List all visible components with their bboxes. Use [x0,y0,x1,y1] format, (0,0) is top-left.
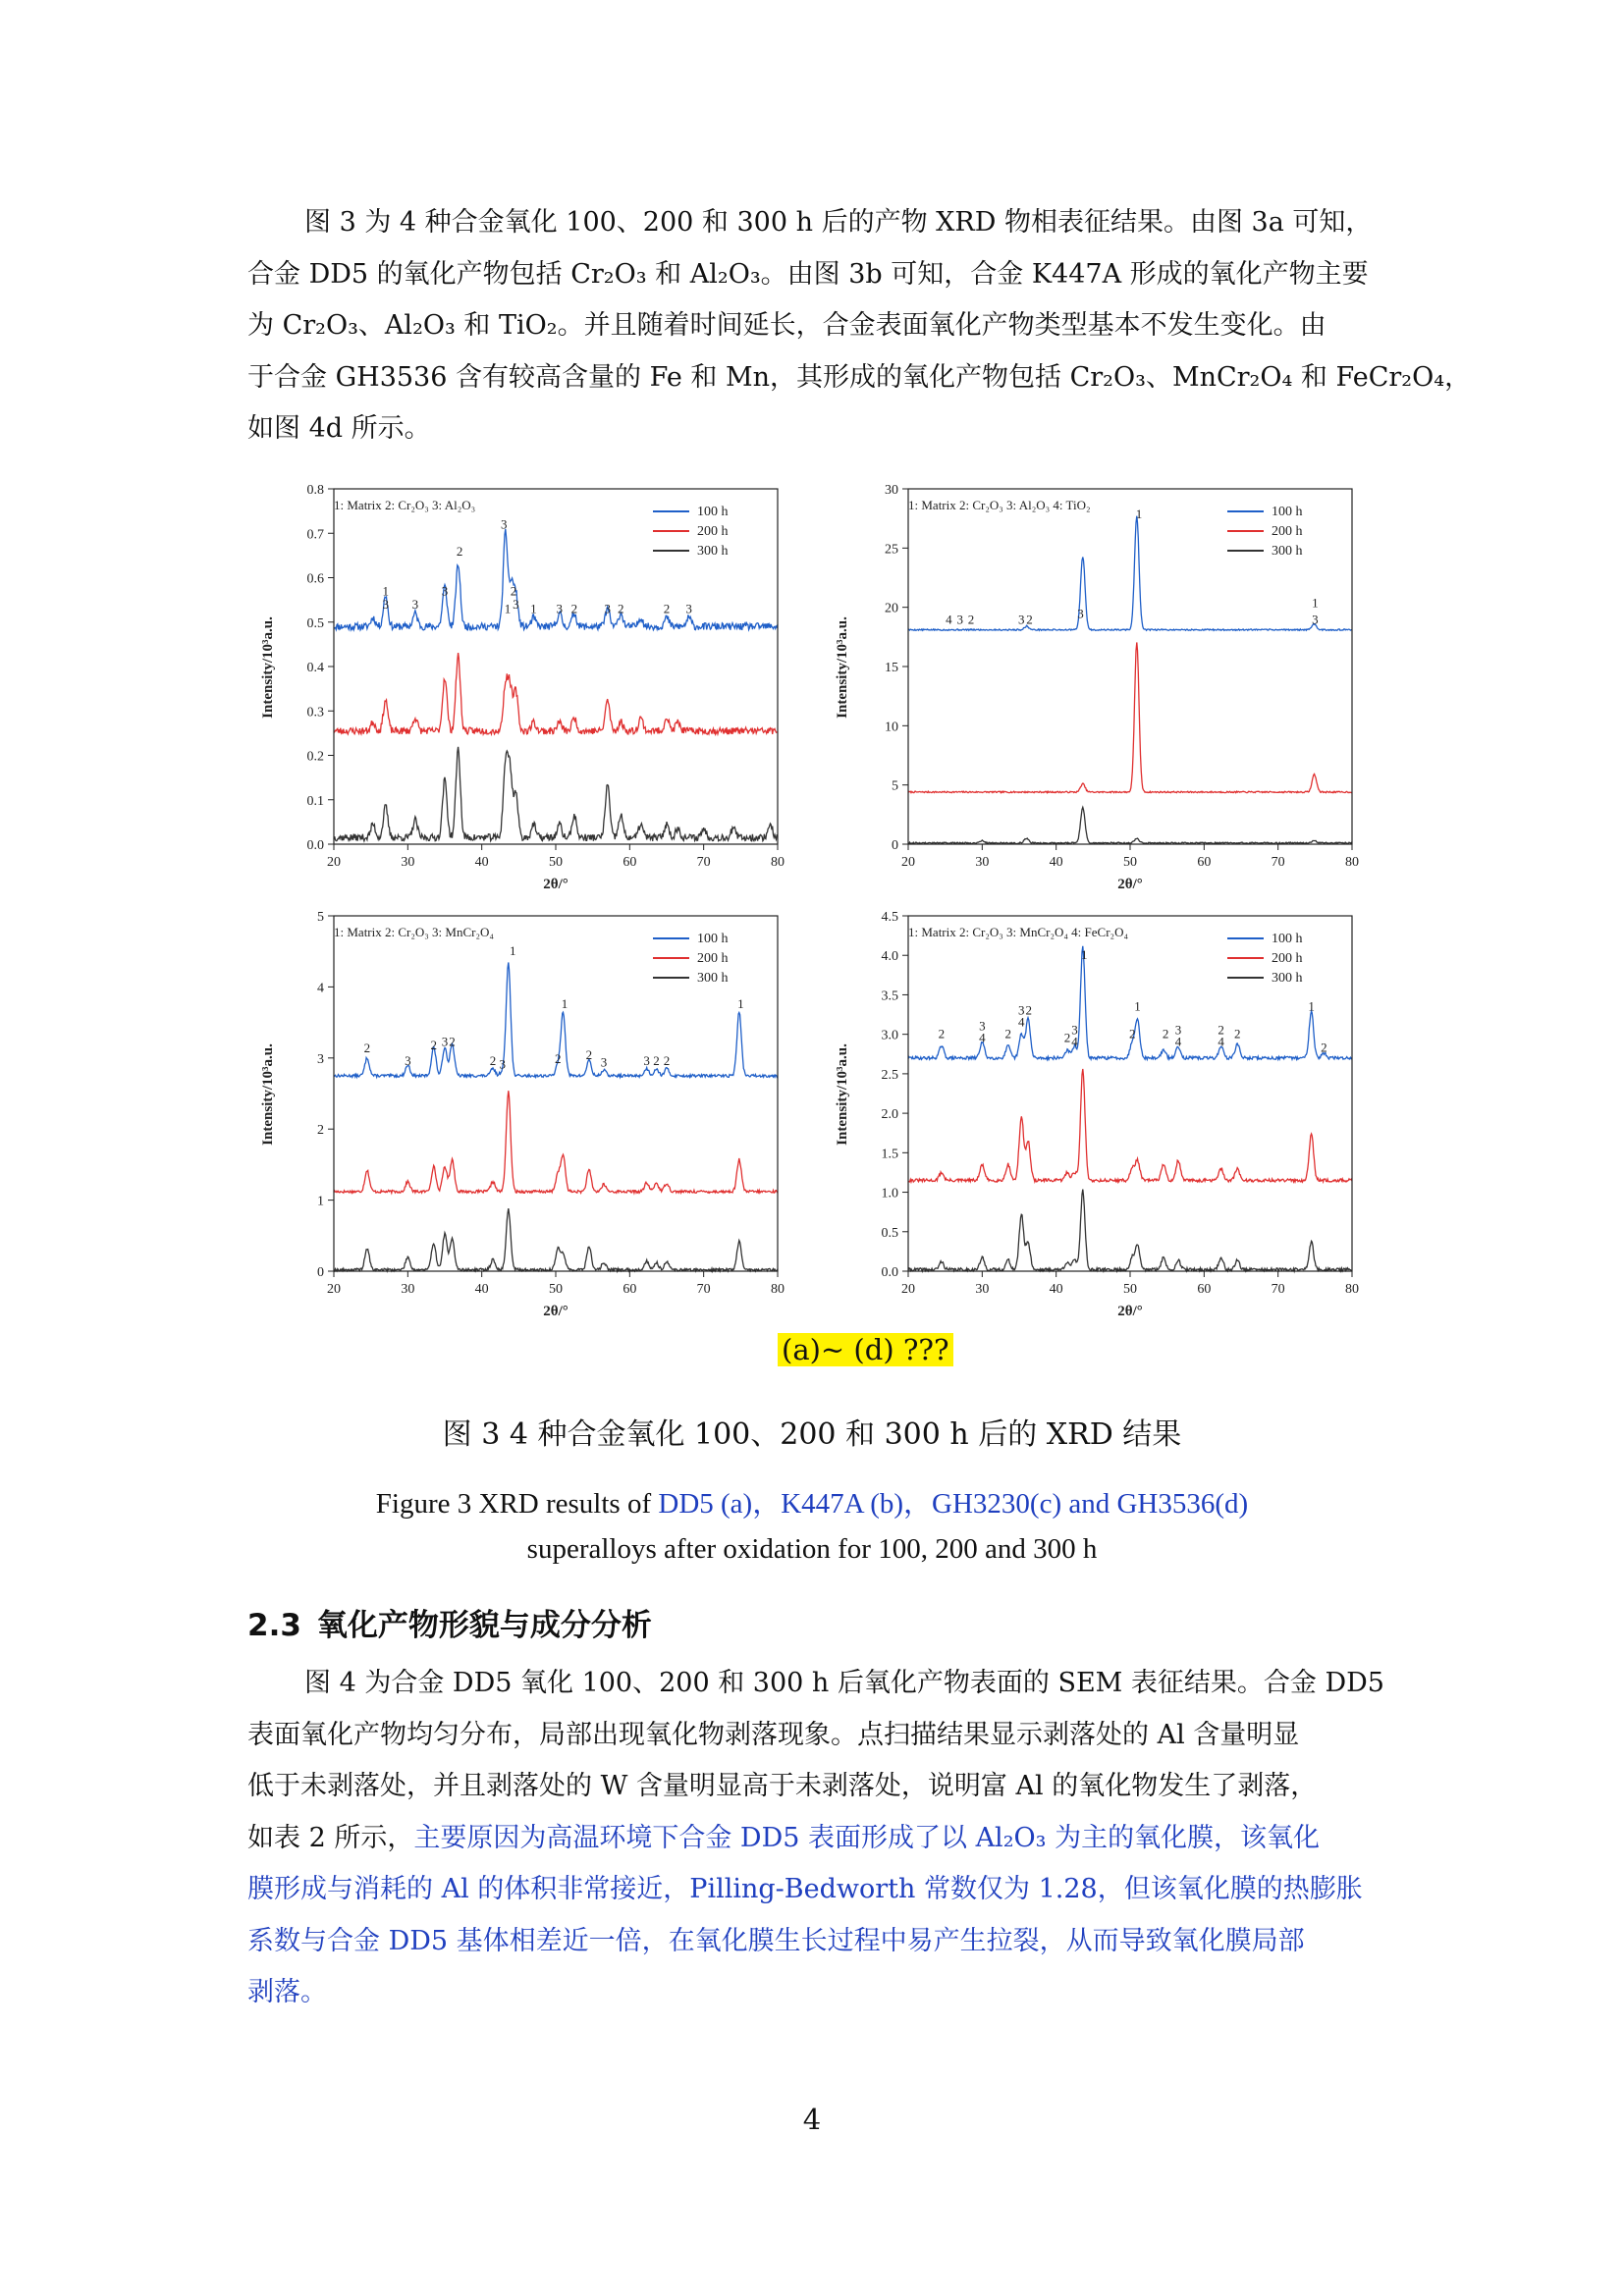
x-tick-label: 50 [549,1282,563,1297]
peak-label: 2 [1321,1040,1327,1055]
peak-label: 2 [663,1053,671,1069]
chart-x-label: 2θ/° [543,1304,568,1319]
y-tick-label: 5 [317,910,324,925]
x-tick-label: 50 [1123,855,1137,870]
peak-label: 2 [456,543,463,559]
peak-label: 2 [489,1053,497,1069]
x-tick-label: 30 [401,1282,415,1297]
peak-label: 4 [1071,1034,1078,1049]
chart-x-label: 2θ/° [1117,877,1143,892]
peak-label: 2 [1129,1026,1136,1041]
legend-label-100h: 100 h [1272,505,1303,519]
xrd-chart-c-svg [255,908,815,1330]
peak-label: 3 [1174,1022,1182,1038]
x-tick-label: 50 [549,855,563,870]
peak-label: 1 [1308,998,1315,1014]
section-title: 氧化产物形貌与成分分析 [316,1608,652,1643]
peak-label: 3 [600,1054,608,1070]
peak-label: 2 [663,601,671,616]
x-tick-label: 60 [623,1282,637,1297]
peak-label: 2 [1233,1026,1241,1041]
peak-label: 4 [1174,1034,1182,1049]
peak-label: 3 [685,601,692,616]
peak-label: 3 [411,597,419,613]
peak-label: 3 [604,601,611,616]
x-tick-label: 20 [901,1282,915,1297]
chart-phase-legend: 1: Matrix 2: Cr₂O₃ 3: Al₂O₃ [334,498,476,512]
peak-label: 3 [1018,1002,1025,1018]
peak-label: 3 [979,1018,986,1034]
peak-label: 2 [1025,1002,1033,1018]
y-tick-label: 1.5 [881,1147,898,1162]
y-tick-label: 0.8 [306,483,324,498]
peak-label: 2 [585,1047,593,1063]
y-tick-label: 0.6 [306,571,324,587]
x-tick-label: 50 [1123,1282,1137,1297]
series-line-300h [908,1190,1352,1271]
peak-label: 2 [618,601,624,616]
figure-caption-en-line1 [0,1481,1624,1522]
peak-label: 2 [653,1053,660,1069]
chart-y-label: Intensity/10³a.u. [835,1043,850,1146]
series-line-300h [908,807,1352,843]
section-number: 2.3 [247,1608,301,1643]
legend-label-100h: 100 h [697,932,729,946]
legend-label-300h: 300 h [1272,544,1303,559]
series-line-200h [908,642,1352,792]
x-tick-label: 80 [771,855,785,870]
peak-label: 1 [530,601,537,616]
y-tick-label: 15 [885,661,898,675]
series-line-200h [334,653,778,734]
x-tick-label: 20 [901,855,915,870]
y-tick-label: 0.5 [881,1225,898,1241]
caption-en-alloys: DD5 (a)，K447A (b)，GH3230(c) and GH3536(d) [658,1488,1249,1520]
x-tick-label: 80 [771,1282,785,1297]
chart-y-label: Intensity/10³a.u. [260,1043,276,1146]
peak-label: 3 [956,612,963,627]
x-tick-label: 70 [1271,1282,1285,1297]
paragraph-line: 剥落。 [247,1977,327,2007]
x-tick-label: 70 [1271,855,1285,870]
xrd-chart-d [830,908,1389,1330]
peak-label: 4 [1218,1034,1224,1049]
peak-label: 2 [938,1026,946,1041]
y-tick-label: 0.3 [306,705,324,721]
y-tick-label: 0.1 [306,793,324,809]
peak-label: 2 [1218,1022,1224,1038]
peak-label: 3 [1018,612,1025,627]
peak-label: 3 [556,601,564,616]
page-number: 4 [802,2103,822,2136]
peak-label: 1 [1134,998,1141,1014]
series-line-300h [334,1208,778,1271]
series-line-200h [908,1069,1352,1182]
peak-label: 1 [737,996,744,1012]
y-tick-label: 3.0 [881,1028,898,1043]
peak-label: 3 [1312,612,1319,627]
peak-label: 2 [555,1050,562,1066]
y-tick-label: 4.5 [881,910,898,925]
y-tick-label: 0 [317,1265,324,1280]
legend-label-300h: 300 h [697,544,729,559]
y-tick-label: 0 [892,838,898,853]
series-line-300h [334,747,778,841]
x-tick-label: 40 [1049,855,1063,870]
x-tick-label: 60 [1197,1282,1212,1297]
y-tick-label: 2 [317,1123,324,1139]
x-tick-label: 60 [1197,855,1212,870]
subfigure-caption: (a)~ (d) ??? [778,1333,953,1366]
xrd-chart-b-svg [830,481,1389,903]
figure-caption-cn: 图 3 4 种合金氧化 100、200 和 300 h 后的 XRD 结果 [442,1417,1182,1452]
paragraph-line: 于合金 GH3536 含有较高含量的 Fe 和 Mn，其形成的氧化产物包括 Cr₂O₃、MnCr₂O₄ 和 FeCr₂O₄， [247,361,1472,393]
xrd-chart-a [255,481,815,903]
paragraph-line: 如表 2 所示，主要原因为高温环境下合金 DD5 表面形成了以 Al₂O₃ 为主的氧化膜，该氧化 [247,1822,1321,1853]
legend-label-300h: 300 h [1272,971,1303,986]
y-tick-label: 0.7 [306,527,324,543]
y-tick-label: 30 [885,483,898,498]
chart-x-label: 2θ/° [1117,1304,1143,1319]
legend-label-200h: 200 h [697,951,729,966]
paragraph-line: 图 4 为合金 DD5 氧化 100、200 和 300 h 后氧化产物表面的 SEM 表征结果。合金 DD5 [304,1668,1384,1698]
y-tick-label: 0.4 [306,661,324,675]
y-tick-label: 10 [885,720,898,735]
peak-label: 3 [405,1053,411,1069]
peak-label: 2 [1063,1030,1071,1045]
legend-label-100h: 100 h [1272,932,1303,946]
peak-label: 2 [570,601,578,616]
peak-label: 3 [1071,1022,1078,1038]
y-tick-label: 1 [317,1194,324,1209]
paragraph-line: 表面氧化产物均匀分布，局部出现氧化物剥落现象。点扫描结果显示剥落处的 Al 含量明显 [247,1719,1300,1750]
figure-caption-en-line2: superalloys after oxidation for 100, 200 and 300 h [526,1533,1098,1565]
xrd-chart-b [830,481,1389,903]
peak-label: 1 [382,583,389,599]
y-tick-label: 25 [885,542,898,558]
paragraph-line: 图 3 为 4 种合金氧化 100、200 和 300 h 后的产物 XRD 物相表征结果。由图 3a 可知， [304,207,1373,238]
peak-label: 2 [510,583,517,599]
legend-label-300h: 300 h [697,971,729,986]
peak-label: 1 [510,942,516,958]
xrd-chart-c [255,908,815,1330]
section-heading [247,1600,652,1644]
peak-label: 3 [441,1034,449,1049]
peak-label: 4 [979,1030,986,1045]
y-tick-label: 3.5 [881,988,898,1004]
peak-label: 2 [967,612,975,627]
y-tick-label: 3 [317,1051,324,1067]
y-tick-label: 0.5 [306,615,324,631]
peak-label: 2 [1004,1026,1011,1041]
y-tick-label: 4 [317,981,324,996]
x-tick-label: 40 [474,855,489,870]
x-tick-label: 40 [474,1282,489,1297]
chart-phase-legend: 1: Matrix 2: Cr₂O₃ 3: MnCr₂O₄ [334,925,494,939]
x-tick-label: 20 [327,1282,341,1297]
paragraph-line: 如图 4d 所示。 [247,413,431,444]
plot-frame [334,916,778,1271]
x-tick-label: 70 [696,1282,711,1297]
paragraph-line: 膜形成与消耗的 Al 的体积非常接近，Pilling-Bedworth 常数仅为 1.28，但该氧化膜的热膨胀 [247,1874,1363,1904]
series-line-200h [334,1091,778,1193]
chart-y-label: Intensity/10³a.u. [835,616,850,719]
x-tick-label: 20 [327,855,341,870]
x-tick-label: 70 [696,855,711,870]
peak-label: 3 [1077,606,1084,621]
y-tick-label: 0.0 [881,1265,898,1280]
peak-label: 4 [1018,1014,1025,1030]
peak-label: 4 [946,612,952,627]
y-tick-label: 5 [892,778,898,794]
peak-label: 1 [1312,595,1319,611]
x-tick-label: 40 [1049,1282,1063,1297]
peak-label: 3 [499,1056,507,1072]
xrd-chart-a-svg [255,481,815,903]
paragraph-line: 系数与合金 DD5 基体相差近一倍，在氧化膜生长过程中易产生拉裂，从而导致氧化膜局部 [247,1925,1305,1956]
peak-label: 2 [449,1034,456,1049]
plot-frame [334,489,778,844]
peak-label: 3 [441,583,449,599]
x-tick-label: 30 [975,1282,990,1297]
peak-label: 2 [1162,1026,1169,1041]
body-paragraph [247,1658,1386,2019]
paragraph-line: 合金 DD5 的氧化产物包括 Cr₂O₃ 和 Al₂O₃。由图 3b 可知，合金 K447A 形成的氧化产物主要 [247,258,1369,290]
legend-label-200h: 200 h [1272,524,1303,539]
legend-label-200h: 200 h [1272,951,1303,966]
y-tick-label: 1.0 [881,1186,898,1201]
peak-label: 1 [1081,947,1088,963]
peak-label: 3 [513,597,519,613]
peak-label: 3 [643,1053,650,1069]
x-tick-label: 80 [1345,855,1359,870]
chart-y-label: Intensity/10³a.u. [260,616,276,719]
chart-phase-legend: 1: Matrix 2: Cr₂O₃ 3: Al₂O₃ 4: TiO₂ [908,498,1091,512]
peak-label: 2 [430,1038,437,1053]
y-tick-label: 20 [885,601,898,616]
y-tick-label: 2.0 [881,1107,898,1123]
peak-label: 3 [382,597,389,613]
x-tick-label: 80 [1345,1282,1359,1297]
chart-phase-legend: 1: Matrix 2: Cr₂O₃ 3: MnCr₂O₄ 4: FeCr₂O₄ [908,925,1128,939]
x-tick-label: 60 [623,855,637,870]
peak-label: 1 [1135,507,1143,522]
y-tick-label: 2.5 [881,1067,898,1083]
intro-paragraph [247,197,1472,455]
paragraph-line: 为 Cr₂O₃、Al₂O₃ 和 TiO₂。并且随着时间延长，合金表面氧化产物类型基本不发生变化。由 [247,310,1326,341]
peak-label: 1 [561,996,568,1012]
xrd-chart-d-svg [830,908,1389,1330]
y-tick-label: 0.0 [306,838,324,853]
caption-en-prefix: Figure 3 XRD results of [375,1488,659,1520]
y-tick-label: 0.2 [306,749,324,765]
legend-label-100h: 100 h [697,505,729,519]
y-tick-label: 4.0 [881,949,898,965]
peak-label: 3 [501,516,508,532]
peak-label: 2 [1026,612,1033,627]
x-tick-label: 30 [401,855,415,870]
plot-frame [908,916,1352,1271]
peak-label: 2 [363,1041,371,1056]
x-tick-label: 30 [975,855,990,870]
peak-label: 1 [504,601,512,616]
paragraph-line: 低于未剥落处，并且剥落处的 W 含量明显高于未剥落处，说明富 Al 的氧化物发生了剥落， [247,1771,1318,1801]
legend-label-200h: 200 h [697,524,729,539]
chart-x-label: 2θ/° [543,877,568,892]
